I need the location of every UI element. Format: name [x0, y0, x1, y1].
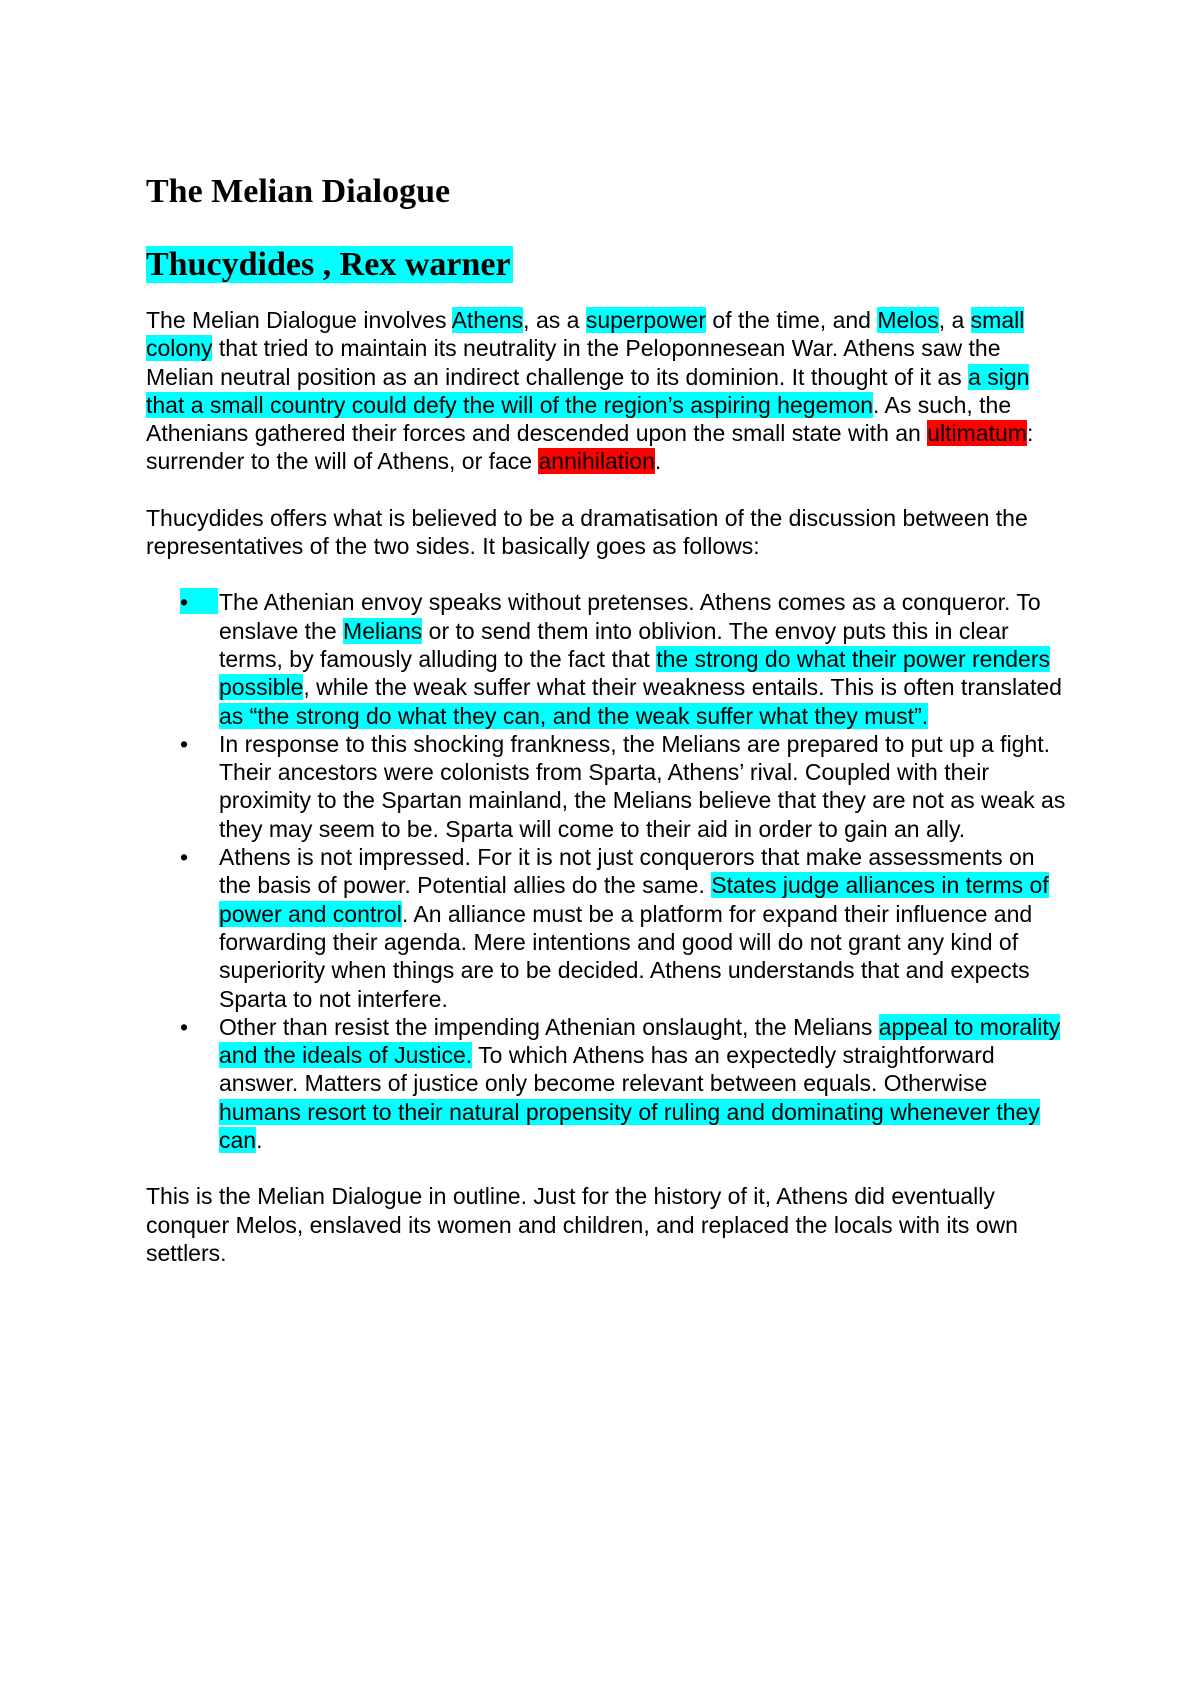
text-run: of the time, and	[706, 307, 878, 333]
highlight-translation: as “the strong do what they can, and the weak suffer what they must”.	[219, 702, 929, 729]
highlight-states-judge: States judge alliances in terms of power and control	[219, 872, 1049, 927]
highlight-small-colony: small colony	[146, 307, 1025, 362]
highlight-superpower: superpower	[585, 307, 707, 333]
text-run: , while the weak suffer what their weakness entails. This is often translated	[303, 674, 1062, 701]
text-run: : surrender to the will of Athens, or face	[146, 420, 1034, 475]
list-item	[146, 730, 1066, 843]
highlight-ultimatum: ultimatum	[927, 420, 1027, 447]
author-highlight: Thucydides , Rex warner	[146, 246, 511, 283]
text-run: .	[256, 1127, 263, 1154]
list-item	[146, 1013, 1066, 1154]
highlight-strong-do: the strong do what their power renders possible	[219, 645, 1050, 701]
dialogue-bullet-list	[146, 588, 1066, 1154]
conclusion-paragraph: This is the Melian Dialogue in outline. Just for the history of it, Athens did eventually conquer Melos, enslaved its women and children, and replaced the locals with its own settlers.	[146, 1183, 1018, 1266]
bullet-icon: •	[180, 844, 189, 871]
author-heading	[146, 242, 1066, 288]
text-run: , as a	[523, 307, 586, 333]
highlight-appeal-morality: appeal to morality and the ideals of Justice.	[219, 1013, 1061, 1069]
text-run: The Athenian envoy speaks without pretenses. Athens comes as a conqueror. To enslave the	[219, 589, 1041, 644]
highlight-annihilation: annihilation	[538, 448, 655, 475]
text-run: The Melian Dialogue involves	[146, 307, 452, 333]
highlight-sign: a sign that a small country could defy the will of the region’s aspiring hegemon	[146, 363, 1030, 418]
summary-intro-paragraph: Thucydides offers what is believed to be a dramatisation of the discussion between the representatives of the two sides. It basically goes as follows:	[146, 504, 1028, 560]
text-run: .	[654, 448, 662, 475]
document-title: The Melian Dialogue	[146, 173, 451, 210]
list-item	[146, 843, 1066, 1013]
text-run: . An alliance must be a platform for expand their influence and forwarding their agenda. Mere intentions and good will do not grant any kind of superiority when things are to be decided. Athens understands that and expects Sparta to not interfere.	[219, 900, 1033, 1012]
highlight-humans-resort: humans resort to their natural propensity of ruling and dominating whenever they can	[219, 1098, 1040, 1154]
list-item	[146, 588, 1066, 729]
bullet-icon: •	[180, 730, 189, 757]
text-run: that tried to maintain its neutrality in the Peloponnesean War. Athens saw the Melian neutral position as an indirect challenge to its dominion. It thought of it as	[146, 335, 1001, 390]
highlight-melos: Melos	[877, 307, 939, 333]
document-body	[146, 172, 1066, 1295]
text-run: , a	[938, 307, 971, 333]
text-run: Other than resist the impending Athenian onslaught, the Melians	[219, 1013, 879, 1040]
text-run: Athens is not impressed. For it is not just conquerors that make assessments on the basis of power. Potential allies do the same.	[219, 844, 1035, 899]
text-run: . As such, the Athenians gathered their forces and descended upon the small state with an	[146, 391, 1012, 447]
highlight-melians: Melians	[343, 617, 423, 644]
intro-paragraph	[146, 306, 1066, 476]
bullet-icon: •	[180, 1013, 189, 1040]
highlight-athens: Athens	[451, 307, 524, 333]
text-run: or to send them into oblivion. The envoy puts this in clear terms, by famously alluding to the fact that	[219, 617, 1009, 672]
text-run: To which Athens has an expectedly straightforward answer. Matters of justice only become relevant between equals. Otherwise	[219, 1042, 995, 1097]
text-run: In response to this shocking frankness, the Melians are prepared to put up a fight. Their ancestors were colonists from Sparta, Athens’ rival. Coupled with their proximity to the Spartan mainland, the Melians believe that they are not as weak as they may seem to be. Sparta will come to their aid in order to gain an ally.	[219, 730, 1066, 842]
bullet-icon: •	[180, 588, 218, 614]
